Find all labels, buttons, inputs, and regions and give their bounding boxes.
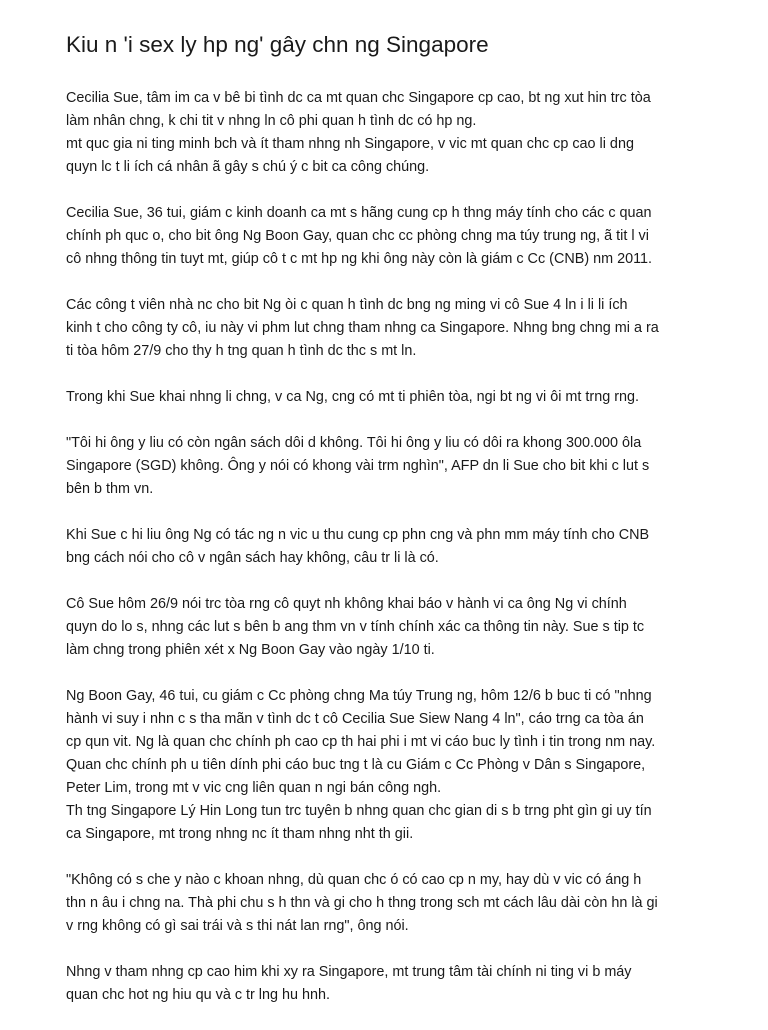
paragraph: [66, 869, 716, 938]
article-title: Kiu n 'i sex ly hp ng' gây chn ng Singapore: [66, 32, 489, 57]
text-line: Quan chc chính ph u tiên dính phi cáo buc tng t là cu Giám c Cc Phòng v Dân s Singapore,: [66, 757, 646, 773]
paragraph: [66, 524, 716, 570]
text-line: ti tòa hôm 27/9 cho thy h tng quan h tình dc thc s mt ln.: [66, 343, 417, 359]
paragraph: [66, 202, 716, 271]
paragraph: [66, 593, 716, 662]
text-line: thn n âu i chng na. Thà phi chu s h thn và gi cho h thng trong sch mt cách lâu dài còn hn là gi: [66, 895, 658, 911]
text-line: Trong khi Sue khai nhng li chng, v ca Ng, cng có mt ti phiên tòa, ngi bt ng vi ôi mt trng rng.: [66, 389, 639, 405]
text-line: bng cách nói cho cô v ngân sách hay không, câu tr li là có.: [66, 550, 439, 566]
text-line: ca Singapore, mt trong nhng nc ít tham nhng nht th gii.: [66, 826, 414, 842]
text-line: Th tng Singapore Lý Hin Long tun trc tuyên b nhng quan chc gian di s b trng pht gìn gi uy tín: [66, 803, 652, 819]
text-line: quyn lc t li ích cá nhân ã gây s chú ý c bit ca công chúng.: [66, 159, 430, 175]
text-line: Các công t viên nhà nc cho bit Ng òi c quan h tình dc bng ng ming vi cô Sue 4 ln i li li ích: [66, 297, 628, 313]
text-line: Cecilia Sue, 36 tui, giám c kinh doanh ca mt s hãng cung cp h thng máy tính cho các c quan: [66, 205, 652, 221]
text-line: Peter Lim, trong mt v vic cng liên quan n ngi bán công ngh.: [66, 780, 442, 796]
text-line: v rng không có gì sai trái và s thi nát lan rng", ông nói.: [66, 918, 409, 934]
paragraph: [66, 961, 716, 1007]
document-page: [66, 28, 716, 1030]
text-line: Nhng v tham nhng cp cao him khi xy ra Singapore, mt trung tâm tài chính ni ting vi b máy: [66, 964, 632, 980]
text-line: Cô Sue hôm 26/9 nói trc tòa rng cô quyt nh không khai báo v hành vi ca ông Ng vi chính: [66, 596, 627, 612]
text-line: quyn do lo s, nhng các lut s bên b ang thm vn v tính chính xác ca thông tin này. Sue s tip tc: [66, 619, 645, 635]
paragraph: [66, 294, 716, 363]
article-body: [66, 87, 716, 1007]
text-line: làm nhân chng, k chi tit v nhng ln cô phi quan h tình dc có hp ng.: [66, 113, 477, 129]
paragraph: [66, 432, 716, 501]
text-line: Khi Sue c hi liu ông Ng có tác ng n vic u thu cung cp phn cng và phn mm máy tính cho CNB: [66, 527, 650, 543]
text-line: hành vi suy i nhn c s tha mãn v tình dc t cô Cecilia Sue Siew Nang 4 ln", cáo trng ca tòa án: [66, 711, 644, 727]
text-line: quan chc hot ng hiu qu và c tr lng hu hnh.: [66, 987, 331, 1003]
text-line: Singapore (SGD) không. Ông y nói có khong vài trm nghìn", AFP dn li Sue cho bit khi c lut s: [66, 458, 650, 474]
text-line: "Không có s che y nào c khoan nhng, dù quan chc ó có cao cp n my, hay dù v vic có áng h: [66, 872, 642, 888]
text-line: cô nhng thông tin tuyt mt, giúp cô t c mt hp ng khi ông này còn là giám c Cc (CNB) nm 2011.: [66, 251, 653, 267]
text-line: mt quc gia ni ting minh bch và ít tham nhng nh Singapore, v vic mt quan chc cp cao li dng: [66, 136, 634, 152]
paragraph: [66, 87, 716, 179]
paragraph: [66, 685, 716, 846]
text-line: kinh t cho công ty cô, iu này vi phm lut chng tham nhng ca Singapore. Nhng bng chng mi a ra: [66, 320, 659, 336]
paragraph: [66, 386, 716, 409]
text-line: làm chng trong phiên xét x Ng Boon Gay vào ngày 1/10 ti.: [66, 642, 435, 658]
text-line: bên b thm vn.: [66, 481, 154, 497]
text-line: Cecilia Sue, tâm im ca v bê bi tình dc ca mt quan chc Singapore cp cao, bt ng xut hin trc tòa: [66, 90, 651, 106]
text-line: "Tôi hi ông y liu có còn ngân sách dôi d không. Tôi hi ông y liu có dôi ra khong 300.000 ôla: [66, 435, 642, 451]
text-line: Ng Boon Gay, 46 tui, cu giám c Cc phòng chng Ma túy Trung ng, hôm 12/6 b buc ti có "nhng: [66, 688, 652, 704]
text-line: cp qun vit. Ng là quan chc chính ph cao cp th hai phi i mt vi cáo buc ly tình i tin trong nm nay.: [66, 734, 656, 750]
text-line: chính ph quc o, cho bit ông Ng Boon Gay, quan chc cc phòng chng ma túy trung ng, ã tit l vi: [66, 228, 649, 244]
